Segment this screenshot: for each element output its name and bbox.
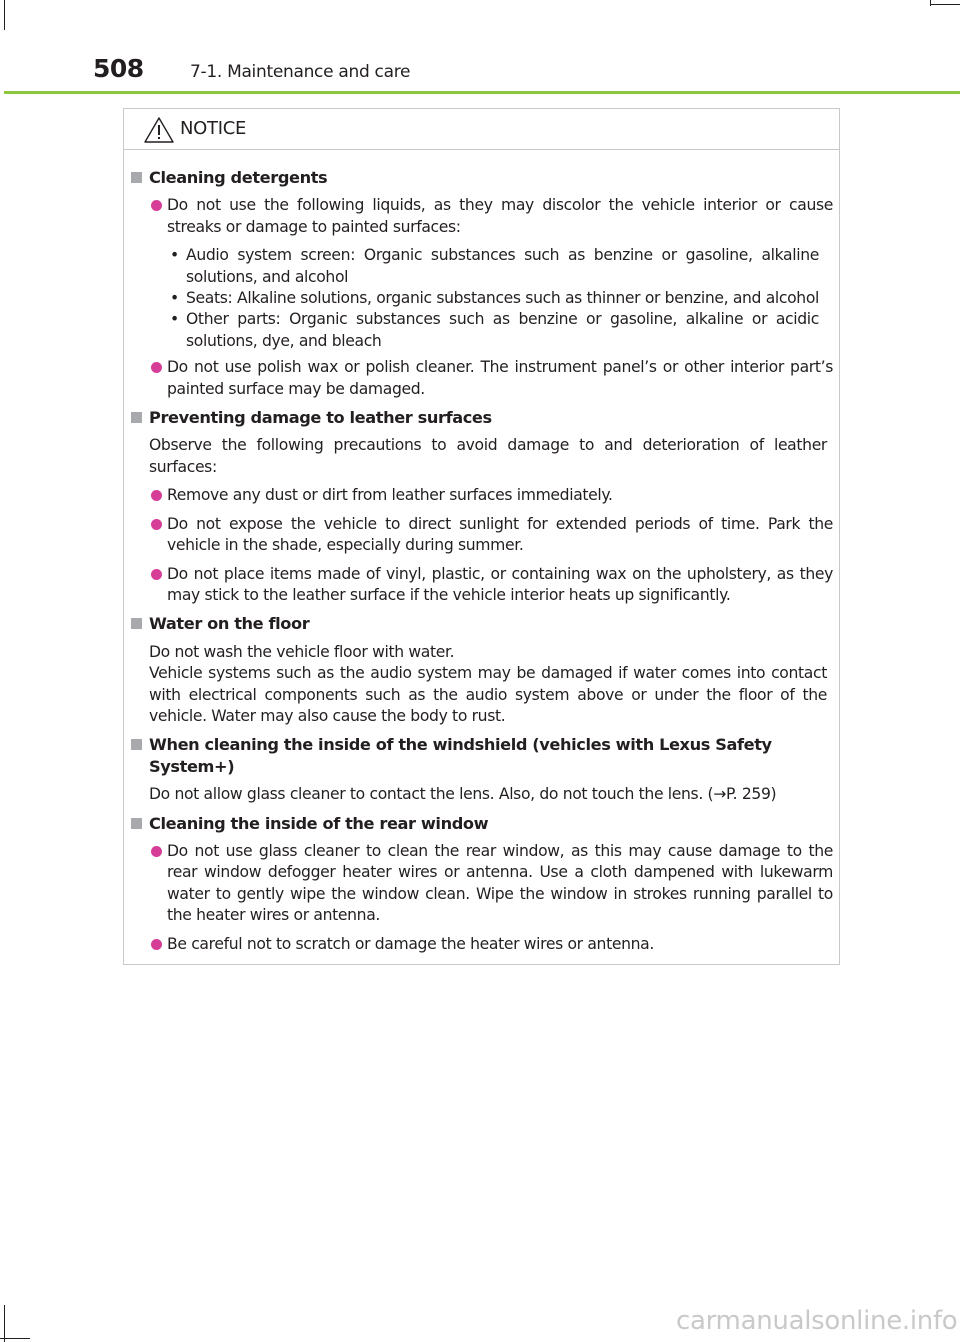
- round-bullet-icon: [151, 519, 162, 530]
- square-bullet-icon: [131, 739, 142, 750]
- section-heading: Water on the floor: [124, 613, 841, 634]
- notice-body: [124, 167, 841, 962]
- paragraph: Observe the following precautions to avoid damage to and deterioration of leather surfaces:: [149, 436, 827, 476]
- list-item: Do not use glass cleaner to clean the rear window, as this may cause damage to the rear window defogger heater wires or antenna. Use a cloth dampened with lukewarm water to gently wipe the window clean. Wipe the window in strokes running parallel to the heater wires or antenna.: [124, 841, 841, 927]
- notice-header: [124, 109, 839, 150]
- warning-triangle-icon: [143, 116, 175, 144]
- list-item: Do not place items made of vinyl, plastic, or containing wax on the upholstery, as they may stick to the leather surface if the vehicle interior heats up significantly.: [124, 564, 841, 607]
- crop-mark: [0, 1338, 30, 1339]
- crop-mark: [930, 0, 931, 6]
- square-bullet-icon: [131, 818, 142, 829]
- watermark: carmanualsonline.info: [676, 1306, 958, 1336]
- square-bullet-icon: [131, 618, 142, 629]
- round-bullet-icon: [151, 569, 162, 580]
- paragraph: Vehicle systems such as the audio system may be damaged if water comes into contact with electrical components such as the audio system above or under the floor of the vehicle. Water may also cause the body to rust.: [149, 664, 827, 725]
- page-number: 508: [93, 54, 144, 83]
- sub-list-item: • Audio system screen: Organic substances such as benzine or gasoline, alkaline solutions, and alcohol: [170, 246, 819, 286]
- list-item: Do not expose the vehicle to direct sunlight for extended periods of time. Park the vehicle in the shade, especially during summer.: [124, 514, 841, 557]
- crop-mark: [4, 0, 5, 30]
- sub-list: [124, 245, 833, 352]
- paragraph: Do not allow glass cleaner to contact the lens. Also, do not touch the lens. (→P. 259): [149, 785, 777, 804]
- crop-mark: [4, 1305, 5, 1342]
- notice-label: NOTICE: [180, 118, 247, 139]
- paragraph: Do not wash the vehicle floor with water.: [149, 642, 455, 661]
- list-item: Do not use the following liquids, as they may discolor the vehicle interior or cause streaks or damage to painted surfaces: • Audio system screen: Organic substances such as benzine or gasoline, alkaline solutions, and alcohol • Seats: Alkaline solutions, organic substances such as thinner or benzine, and alcohol • Other parts: Organic substances such as benzine or gasoline, alkaline or acidic solutions, dye, and bleach: [124, 195, 841, 352]
- section-title: 7-1. Maintenance and care: [190, 62, 411, 82]
- square-bullet-icon: [131, 412, 142, 423]
- round-bullet-icon: [151, 362, 162, 373]
- section-heading: Cleaning the inside of the rear window: [124, 813, 841, 834]
- header-rule: [4, 91, 960, 94]
- list-item: Remove any dust or dirt from leather surfaces immediately.: [124, 485, 841, 506]
- round-bullet-icon: [151, 490, 162, 501]
- list-item: Do not use polish wax or polish cleaner. The instrument panel’s or other interior part’s painted surface may be damaged.: [124, 357, 841, 400]
- section-heading: Cleaning detergents: [124, 167, 841, 188]
- section-heading: Preventing damage to leather surfaces: [124, 407, 841, 428]
- crop-mark: [930, 4, 960, 5]
- round-bullet-icon: [151, 200, 162, 211]
- sub-list-item: • Other parts: Organic substances such as benzine or gasoline, alkaline or acidic solutions, dye, and bleach: [170, 310, 819, 350]
- notice-box: [123, 108, 840, 965]
- square-bullet-icon: [131, 172, 142, 183]
- round-bullet-icon: [151, 846, 162, 857]
- section-heading: When cleaning the inside of the windshield (vehicles with Lexus Safety System+): [124, 734, 841, 777]
- list-item: Be careful not to scratch or damage the heater wires or antenna.: [124, 934, 841, 955]
- sub-list-item: • Seats: Alkaline solutions, organic substances such as thinner or benzine, and alcohol: [170, 289, 820, 308]
- round-bullet-icon: [151, 939, 162, 950]
